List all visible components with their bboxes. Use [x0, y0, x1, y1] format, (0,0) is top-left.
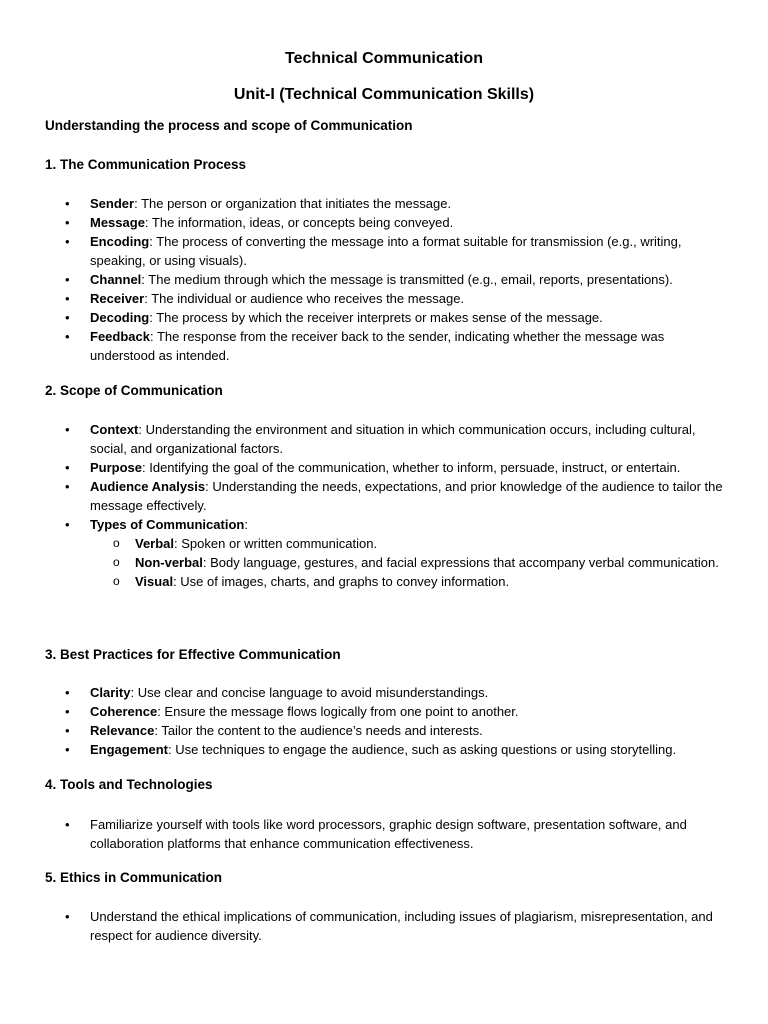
definition: : The process of converting the message into a format suitable for transmission (e.g., writing, speaking, or using visuals).: [90, 234, 682, 268]
definition: : Use techniques to engage the audience, such as asking questions or using storytelling.: [168, 742, 677, 757]
list-item: [45, 721, 725, 740]
ethics-list: [45, 907, 725, 945]
list-item: [45, 420, 725, 458]
list-item: [45, 232, 725, 270]
term: Decoding: [90, 310, 150, 325]
definition: : The process by which the receiver interprets or makes sense of the message.: [149, 310, 603, 325]
definition: :: [244, 517, 248, 532]
definition: : Tailor the content to the audience’s needs and interests.: [154, 723, 483, 738]
term: Receiver: [90, 291, 145, 306]
tools-list: [45, 815, 725, 853]
term: Visual: [135, 574, 174, 589]
definition: : Use of images, charts, and graphs to convey information.: [173, 574, 510, 589]
definition: : Understanding the needs, expectations, and prior knowledge of the audience to tailor the message effectively.: [90, 479, 723, 513]
best-practices-list: [45, 683, 725, 759]
heading-tools: 4. Tools and Technologies: [45, 777, 213, 792]
list-item: [45, 327, 725, 365]
heading-communication-process: 1. The Communication Process: [45, 157, 247, 172]
sublist-item: [90, 534, 725, 553]
list-item: [45, 194, 725, 213]
list-item: [45, 515, 725, 591]
list-item: [45, 213, 725, 232]
heading-ethics: 5. Ethics in Communication: [45, 870, 223, 885]
list-item: [45, 458, 725, 477]
term: Message: [90, 215, 145, 230]
term: Coherence: [90, 704, 158, 719]
definition: : Body language, gestures, and facial expressions that accompany verbal communication.: [202, 555, 719, 570]
unit-title: Unit-I (Technical Communication Skills): [233, 86, 535, 103]
definition: : Understanding the environment and situation in which communication occurs, including cultural, social, and organizational factors.: [90, 422, 696, 456]
term: Non-verbal: [135, 555, 203, 570]
list-item: [45, 815, 725, 853]
definition: : The medium through which the message is transmitted (e.g., email, reports, presentations).: [141, 272, 673, 287]
definition: : Spoken or written communication.: [174, 536, 378, 551]
term: Audience Analysis: [90, 479, 206, 494]
heading-best-practices: 3. Best Practices for Effective Communication: [45, 647, 341, 662]
scope-list: [45, 420, 725, 591]
definition: : Ensure the message flows logically from one point to another.: [157, 704, 519, 719]
term: Types of Communication: [90, 517, 245, 532]
term: Purpose: [90, 460, 143, 475]
list-item: [45, 907, 725, 945]
types-sublist: [90, 534, 725, 591]
section-heading: Understanding the process and scope of Communication: [45, 118, 413, 133]
list-item-text: Understand the ethical implications of communication, including issues of plagiarism, misrepresentation, and respect for audience diversity.: [90, 909, 713, 943]
term: Relevance: [90, 723, 155, 738]
heading-scope: 2. Scope of Communication: [45, 383, 223, 398]
list-item-text: Familiarize yourself with tools like word processors, graphic design software, presentation software, and collaboration platforms that enhance communication effectiveness.: [90, 817, 687, 851]
term: Channel: [90, 272, 142, 287]
term: Encoding: [90, 234, 150, 249]
term: Verbal: [135, 536, 175, 551]
definition: : Identifying the goal of the communication, whether to inform, persuade, instruct, or entertain.: [142, 460, 681, 475]
definition: : The response from the receiver back to the sender, indicating whether the message was understood as intended.: [90, 329, 665, 363]
term: Clarity: [90, 685, 131, 700]
definition: : The person or organization that initiates the message.: [134, 196, 452, 211]
list-item: [45, 270, 725, 289]
list-item: [45, 702, 725, 721]
list-item: [45, 683, 725, 702]
communication-process-list: [45, 194, 725, 365]
term: Engagement: [90, 742, 169, 757]
term: Sender: [90, 196, 135, 211]
term: Context: [90, 422, 139, 437]
definition: : Use clear and concise language to avoid misunderstandings.: [130, 685, 489, 700]
list-item: [45, 740, 725, 759]
list-item: [45, 308, 725, 327]
sublist-item: [90, 572, 725, 591]
document-title: Technical Communication: [285, 50, 483, 67]
definition: : The individual or audience who receives the message.: [144, 291, 465, 306]
definition: : The information, ideas, or concepts being conveyed.: [144, 215, 454, 230]
list-item: [45, 477, 725, 515]
list-item: [45, 289, 725, 308]
sublist-item: [90, 553, 725, 572]
term: Feedback: [90, 329, 150, 344]
